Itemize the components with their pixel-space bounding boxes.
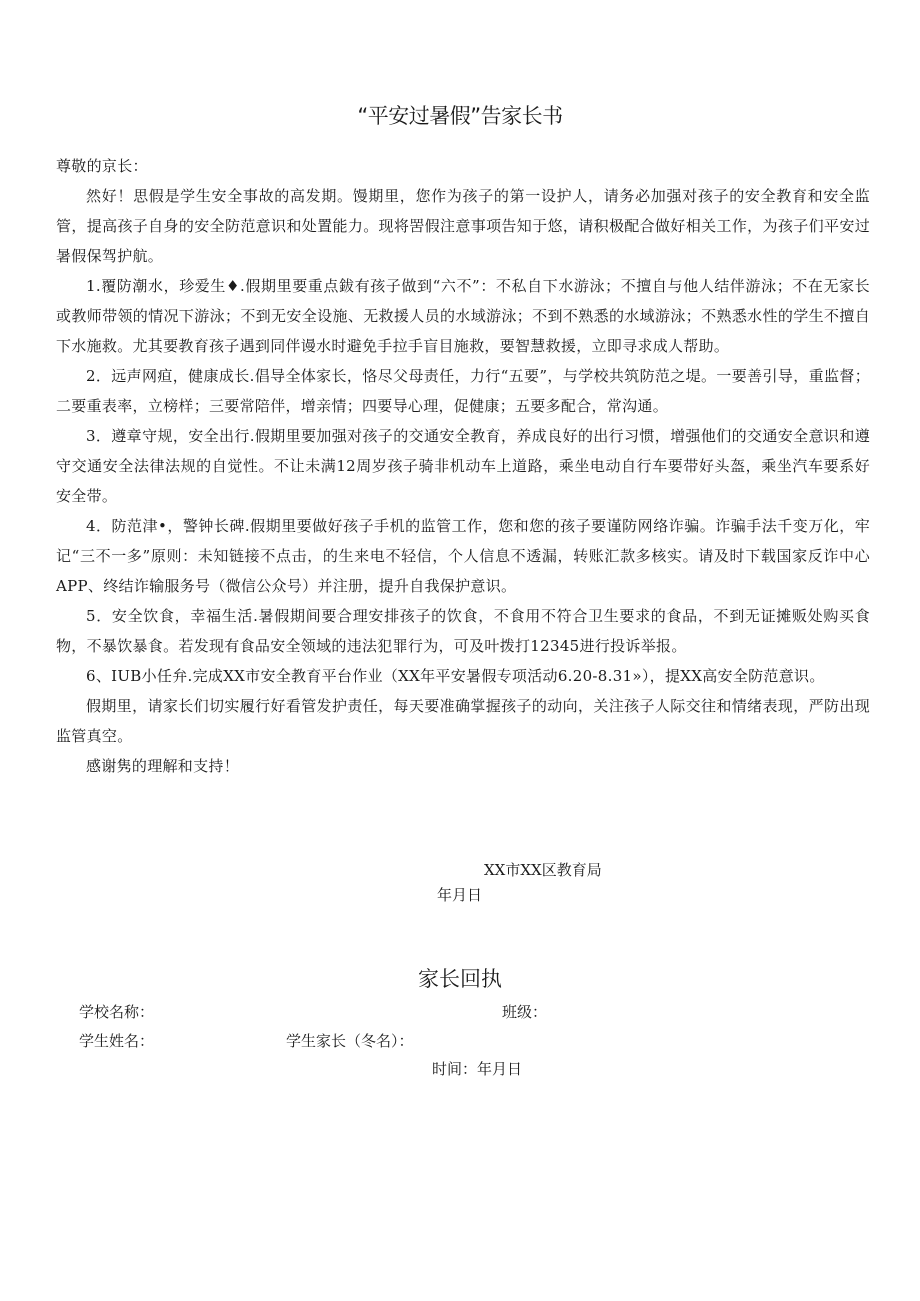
paragraph-item-4: 4．防范津•，警钟长碑.假期里要做好孩子手机的监管工作，您和您的孩子要谨防网络诈骗。诈骗手法千变万化，牢记“三不一多”原则：未知链接不点击，的生来电不轻信，个人信息不透漏，转账汇款多核实。请及时下载国家反诈中心APP、终结诈输服务号（微信公众号）并注册，提升自我保护意识。 (56, 517, 870, 595)
paragraph-item-2: 2．远声网疸，健康成长.倡导全体家长，恪尽父母责任，力行“五要”，与学校共筑防范之堤。一要善引导，重监督；二要重表率，立榜样；三要常陪伴，增亲情；四要导心理，促健康；五要多配合，常沟通。 (56, 367, 870, 415)
paragraph-item-6: 6、IUB小任弁.完成XX市安全教育平台作业（XX年平安暑假专项活动6.20-8.31»），提XX高安全防范意识。 (86, 667, 825, 685)
receipt-title: 家长回执 (418, 967, 502, 991)
paragraph-closing: 假期里，请家长们切实履行好看管发护责任，每天要准确掌握孩子的动向，关注孩子人际交往和情绪表现，严防出现监管真空。 (56, 697, 870, 745)
paragraph-greeting: 然好！思假是学生安全事故的高发期。馒期里，您作为孩子的第一设护人，请务必加强对孩子的安全教育和安全监管，提高孩子自身的安全防范意识和处置能力。现将罟假注意事项告知于悠，请积极配合做好相关工作，为孩子们平安过暑假保驾护航。 (56, 187, 870, 265)
parent-signature-label: 学生家长（冬名）： (286, 1032, 414, 1050)
receipt-time-label: 时间：年月日 (432, 1060, 523, 1078)
paragraph-item-5: 5．安全饮食，幸福生活.暑假期间要合理安排孩子的饮食，不食用不符合卫生要求的食品，不到无证摊贩处购买食物，不暴饮暴食。若发现有食品安全领域的违法犯罪行为，可及叶拨打12345进行投诉举报。 (56, 607, 870, 655)
signature-date: 年月日 (437, 886, 483, 904)
paragraph-thanks: 感谢隽的理解和支持！ (86, 757, 240, 775)
school-name-label: 学校名称： (79, 1003, 155, 1021)
signature-office: XX市XX区教育局 (484, 861, 602, 879)
letter-body (56, 151, 870, 781)
paragraph-item-1: 1.覆防潮水，珍爱生♦.假期里要重点鈸有孩子做到“六不”：不私自下水游泳；不擅自与他人结伴游泳；不在无家长或教师带领的情况下游泳；不到无安全设施、无救援人员的水域游泳；不到不熟悉的水域游泳；不熟悉水性的学生不擅自下水施救。尤其要教育孩子遇到同伴谩水时避免手拉手盲目施救，要智慧救援，立即寻求成人帮助。 (56, 277, 870, 355)
salutation: 尊敬的京长： (56, 157, 148, 175)
student-name-label: 学生姓名： (79, 1032, 155, 1050)
class-label: 班级： (502, 1003, 548, 1021)
paragraph-item-3: 3．遵章守规，安全出行.假期里要加强对孩子的交通安全教育，养成良好的出行习惯，增强他们的交通安全意识和遵守交通安全法律法规的自觉性。不让未满12周岁孩子骑非机动车上道路，乘坐电动自行车要带好头盔，乘坐汽车要系好安全带。 (56, 427, 870, 505)
document-title: “平安过暑假”告家长书 (357, 104, 563, 128)
